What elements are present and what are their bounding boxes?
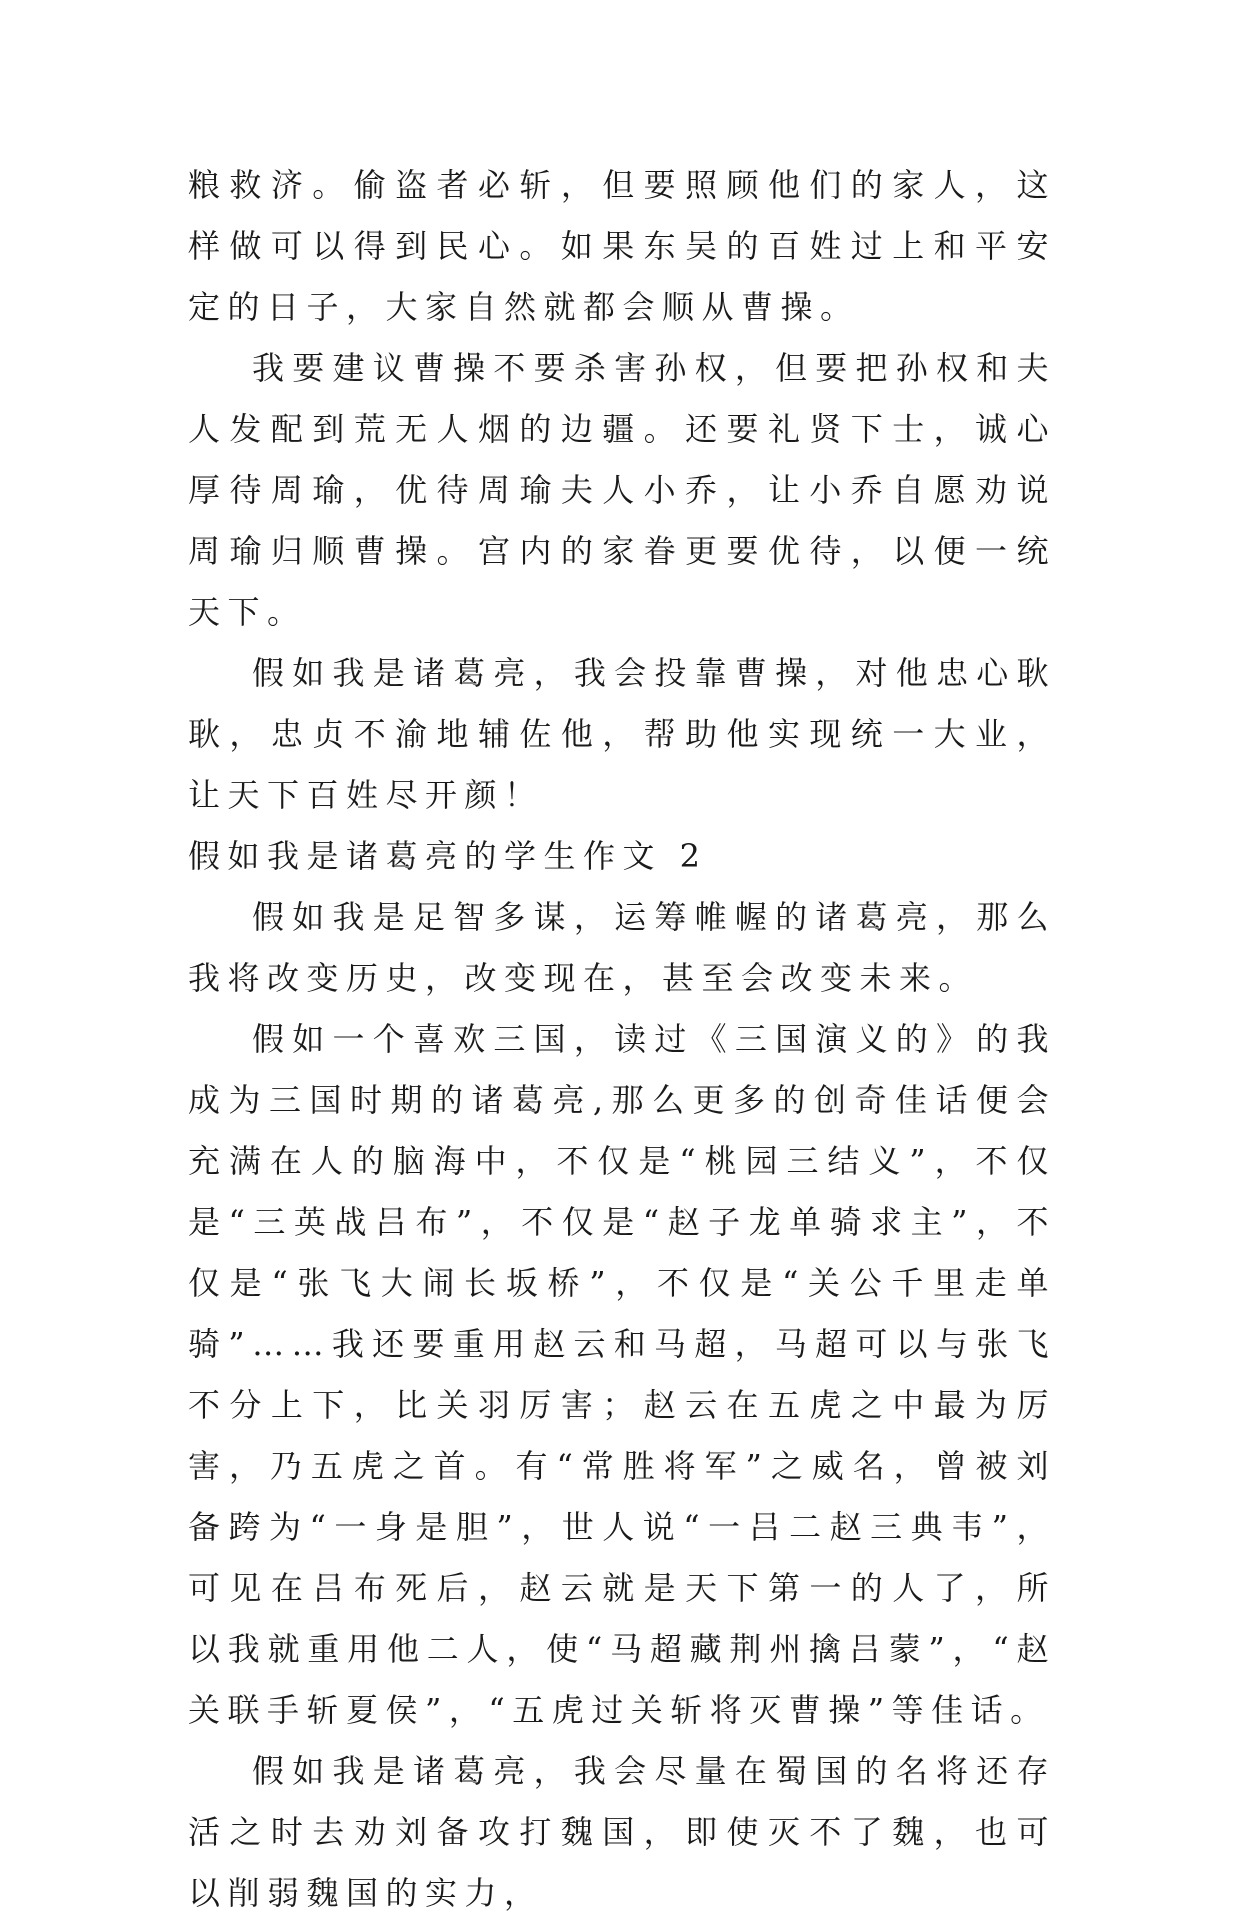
- document-page: [188, 155, 1056, 1924]
- paragraph: 粮救济。偷盗者必斩，但要照顾他们的家人，这样做可以得到民心。如果东吴的百姓过上和平安定的日子，大家自然就都会顺从曹操。: [188, 166, 1056, 326]
- essay-heading: 假如我是诸葛亮的学生作文 2: [188, 837, 708, 875]
- paragraph: 假如我是诸葛亮，我会尽量在蜀国的名将还存活之时去劝刘备攻打魏国，即使灭不了魏，也可以削弱魏国的实力，: [188, 1752, 1056, 1912]
- paragraph: 假如我是诸葛亮，我会投靠曹操，对他忠心耿耿，忠贞不渝地辅佐他，帮助他实现统一大业，让天下百姓尽开颜！: [188, 654, 1056, 814]
- paragraph: 假如一个喜欢三国，读过《三国演义的》的我成为三国时期的诸葛亮,那么更多的创奇佳话便会充满在人的脑海中，不仅是“桃园三结义”，不仅是“三英战吕布”，不仅是“赵子龙单骑求主”，不仅是“张飞大闹长坂桥”，不仅是“关公千里走单骑”……我还要重用赵云和马超，马超可以与张飞不分上下，比关羽厉害；赵云在五虎之中最为厉害，乃五虎之首。有“常胜将军”之威名，曾被刘备跨为“一身是胆”，世人说“一吕二赵三典韦”，可见在吕布死后，赵云就是天下第一的人了，所以我就重用他二人，使“马超藏荆州擒吕蒙”，“赵关联手斩夏侯”，“五虎过关斩将灭曹操”等佳话。: [188, 1020, 1056, 1729]
- paragraph: 我要建议曹操不要杀害孙权，但要把孙权和夫人发配到荒无人烟的边疆。还要礼贤下士，诚心厚待周瑜，优待周瑜夫人小乔，让小乔自愿劝说周瑜归顺曹操。宫内的家眷更要优待，以便一统天下。: [188, 349, 1056, 631]
- paragraph: 假如我是足智多谋，运筹帷幄的诸葛亮，那么我将改变历史，改变现在，甚至会改变未来。: [188, 898, 1056, 997]
